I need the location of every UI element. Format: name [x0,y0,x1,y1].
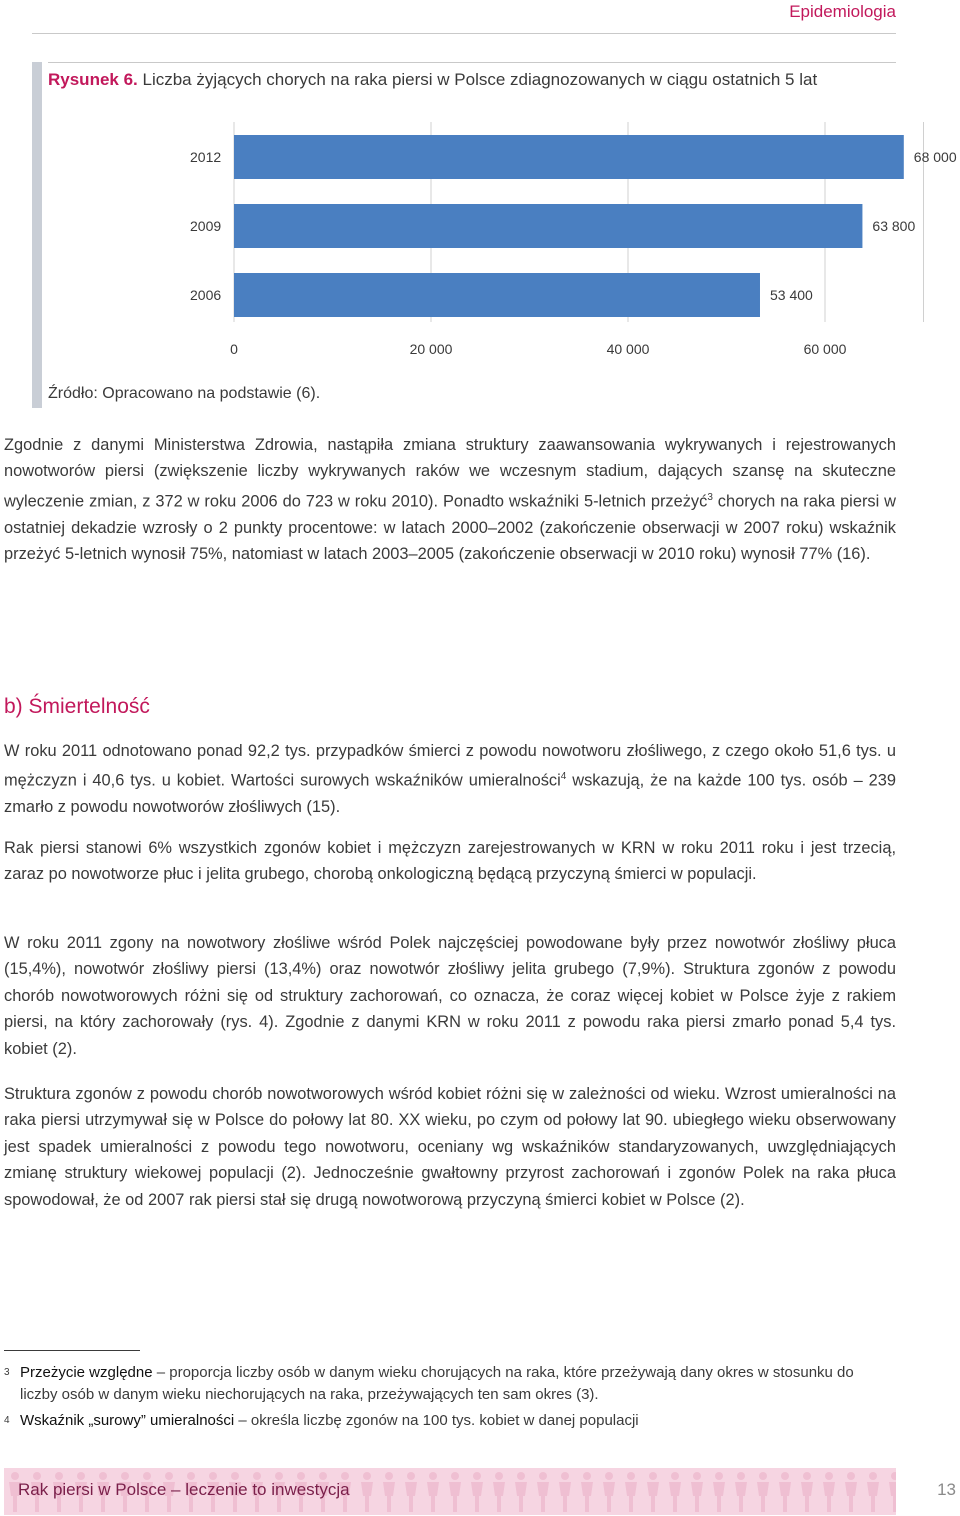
figure-caption [48,70,817,90]
value-label: 63 800 [872,218,916,234]
figure-caption-text: Liczba żyjących chorych na raka piersi w Polsce zdiagnozowanych w ciągu ostatnich 5 lat [142,70,818,89]
paragraph-age-structure: Struktura zgonów z powodu chorób nowotworowych wśród kobiet różni się w zależności od wieku. Wzrost umieralności na raka piersi utrzymywał się w Polsce do połowy lat 80. XX wieku, po czym od połowy lat 90. ubiegłego wieku obserwowany jest spadek umieralności z powodu tego nowotworu, oceniany wg wskaźników standaryzowanych, uwzględniających zmianę struktury wiekowej populacji (2). Jednocześnie gwałtowny przyrost zachorowań i zgonów Polek na raka płuca spowodował, że od 2007 rak piersi stał się drugą nowotworową przyczyną śmierci kobiet w Polsce (2). [4,1085,896,1209]
category-label: 2012 [190,149,222,165]
bar [234,273,760,317]
bar [234,204,862,248]
figure-number: Rysunek 6. [48,70,138,89]
footnote-text: – proporcja liczby osób w danym wieku chorujących na raka, które przeżywają dany okres w stosunku do liczby osób w danym wieku niechorujących na raka, przeżywających ten sam okres (3). [20,1364,854,1403]
x-tick-label: 60 000 [803,341,847,357]
paragraph-mortality-part1: W roku 2011 odnotowano ponad 92,2 tys. przypadków śmierci z powodu nowotworu złośliwego, z czego około 51,6 tys. u mężczyzn i 40,6 tys. u kobiet. Wartości surowych wskaźników umieralności [4,742,896,790]
figure-top-divider [48,62,896,63]
x-tick-label: 40 000 [606,341,650,357]
category-label: 2006 [190,287,222,303]
figure-side-bar [32,62,42,408]
footnote-4 [4,1410,896,1432]
paragraph-survival [4,432,896,568]
bar-chart [150,112,957,362]
x-tick-label: 20 000 [409,341,453,357]
footer-band [4,1468,896,1515]
x-tick-label: 0 [230,341,238,357]
figure-source: Źródło: Opracowano na podstawie (6). [48,385,321,402]
footnote-divider [4,1350,140,1351]
paragraph-breast-cancer-share: Rak piersi stanowi 6% wszystkich zgonów kobiet i mężczyzn zarejestrowanych w KRN w roku 2011 roku i jest trzecią, zaraz po nowotworze płuc i jelita grubego, chorobą onkologiczną będącą przyczyną śmierci w populacji. [4,839,896,884]
page-number: 13 [937,1480,956,1499]
section-header: Epidemiologia [789,2,896,21]
footnote-text: – określa liczbę zgonów na 100 tys. kobiet w danej populacji [234,1412,639,1429]
paragraph-survival-part1: Zgodnie z danymi Ministerstwa Zdrowia, nastąpiła zmiana struktury zaawansowania wykrywanych i rejestrowanych nowotworów piersi (zwiększenie liczby wykrywanych raków we wczesnym stadium, dających szansę na skuteczne wyleczenie zmian, z 372 w roku 2006 do 723 w roku 2010). Ponadto wskaźniki 5-letnich przeżyć [4,436,896,511]
paragraph-death-causes: W roku 2011 zgony na nowotwory złośliwe wśród Polek najczęściej powodowane były przez nowotwór złośliwy płuca (15,4%), nowotwór złośliwy piersi (13,4%) oraz nowotwór złośliwy jelita grubego (7,9%). Struktura zgonów z powodu chorób nowotworowych różni się od struktury zachorowań, co oznacza, że coraz więcej kobiet w Polsce żyje z rakiem piersi, na który zachorowały (rys. 4). Zgodnie z danymi KRN w roku 2011 z powodu raka piersi zmarło ponad 5,4 tys. kobiet (2). [4,934,896,1058]
footer-title: Rak piersi w Polsce – leczenie to inwestycja [18,1480,350,1499]
paragraph-mortality-part2: wskazują, że na każde 100 tys. osób – 239 zmarło z powodu nowotworów złośliwych (15). [4,771,896,817]
bar [234,135,904,179]
paragraph-mortality-totals [4,738,896,821]
category-label: 2009 [190,218,222,234]
footnote-3 [4,1362,896,1406]
footnote-ref-3[interactable]: 3 [707,491,713,503]
value-label: 53 400 [769,287,813,303]
footnote-number: 3 [4,1367,10,1378]
paragraph-survival-part2: chorych na raka piersi w ostatniej dekadzie wzrosły o 2 punkty procentowe: w latach 2000–2002 (zakończenie obserwacji w 2007 roku) wskaźnik przeżyć 5-letnich wynosił 75%, natomiast w latach 2003–2005 (zakończenie obserwacji w 2010 roku) wynosił 77% (16). [4,492,896,564]
footnote-term: Przeżycie względne [20,1364,153,1381]
footnote-number: 4 [4,1415,10,1426]
header-divider [32,33,896,34]
section-title-mortality: b) Śmiertelność [4,695,150,718]
value-label: 68 000 [913,149,957,165]
footnote-ref-4[interactable]: 4 [560,771,567,783]
footnote-term: Wskaźnik „surowy” umieralności [20,1412,235,1429]
